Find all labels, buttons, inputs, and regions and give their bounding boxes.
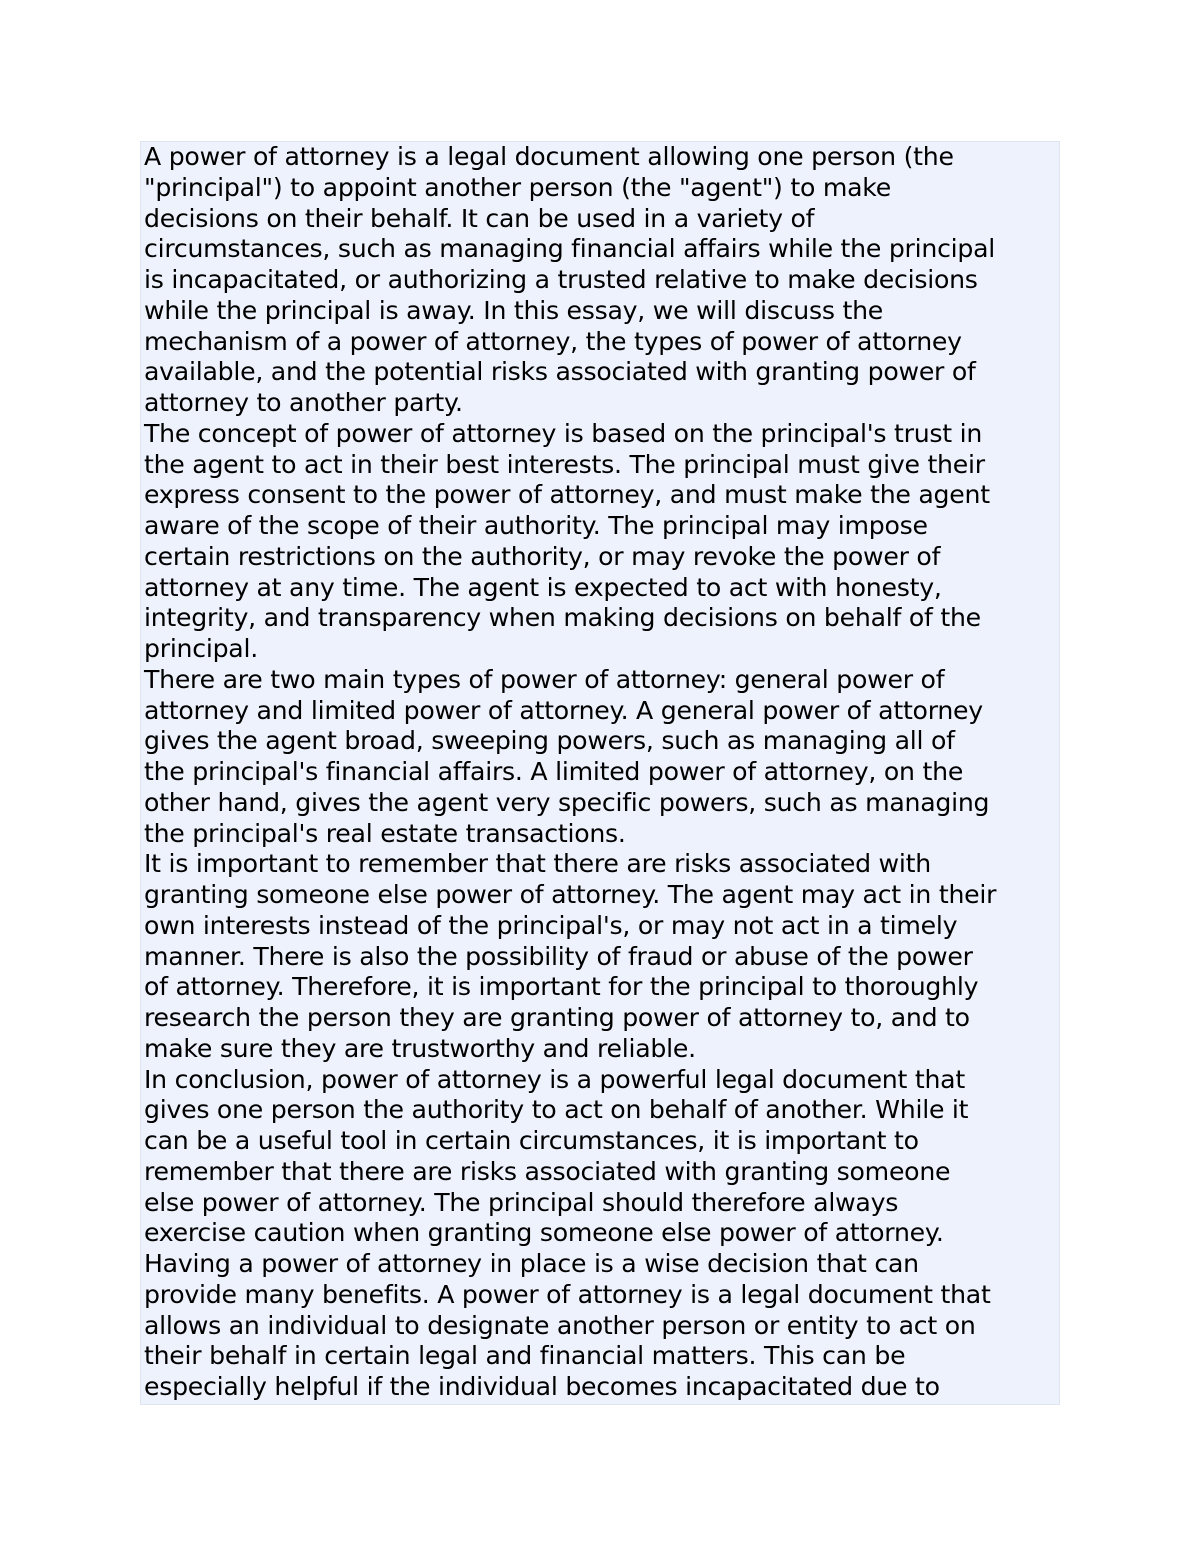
text-line: The concept of power of attorney is based on the principal's trust in — [144, 418, 983, 448]
text-line: else power of attorney. The principal should therefore always — [144, 1187, 899, 1217]
text-line: circumstances, such as managing financial affairs while the principal — [144, 234, 996, 264]
text-line: granting someone else power of attorney. The agent may act in their — [144, 880, 997, 909]
text-line: attorney to another party. — [144, 388, 463, 417]
text-line: aware of the scope of their authority. The principal may impose — [144, 511, 928, 540]
text-line: A power of attorney is a legal document allowing one person (the — [144, 142, 954, 171]
text-line: manner. There is also the possibility of fraud or abuse of the power — [144, 941, 973, 971]
text-line: research the person they are granting power of attorney to, and to — [144, 1003, 970, 1032]
text-line: In conclusion, power of attorney is a powerful legal document that — [144, 1064, 965, 1094]
text-line: make sure they are trustworthy and reliable. — [144, 1033, 696, 1063]
text-line: the agent to act in their best interests. The principal must give their — [144, 449, 985, 479]
text-line: while the principal is away. In this essay, we will discuss the — [144, 295, 884, 325]
text-line: It is important to remember that there are risks associated with — [144, 849, 931, 879]
text-line: gives the agent broad, sweeping powers, such as managing all of — [144, 726, 955, 756]
text-line: Having a power of attorney in place is a wise decision that can — [144, 1249, 919, 1278]
text-line: attorney and limited power of attorney. A general power of attorney — [144, 695, 983, 725]
text-line: certain restrictions on the authority, or may revoke the power of — [144, 541, 941, 571]
text-line: available, and the potential risks associated with granting power of — [144, 357, 976, 387]
text-line: integrity, and transparency when making decisions on behalf of the — [144, 603, 981, 633]
text-line: remember that there are risks associated with granting someone — [144, 1156, 951, 1186]
text-line: other hand, gives the agent very specific powers, such as managing — [144, 787, 990, 817]
text-line: the principal's financial affairs. A limited power of attorney, on the — [144, 757, 964, 786]
text-line: express consent to the power of attorney, and must make the agent — [144, 480, 990, 510]
text-line: the principal's real estate transactions. — [144, 818, 626, 848]
text-line: their behalf in certain legal and financial matters. This can be — [144, 1341, 906, 1371]
text-line: "principal") to appoint another person (the "agent") to make — [144, 172, 891, 202]
text-line: of attorney. Therefore, it is important for the principal to thoroughly — [144, 972, 979, 1002]
text-line: principal. — [144, 634, 258, 663]
text-line: There are two main types of power of attorney: general power of — [144, 664, 945, 694]
text-line: decisions on their behalf. It can be used in a variety of — [144, 203, 815, 233]
text-line: gives one person the authority to act on behalf of another. While it — [144, 1095, 969, 1125]
text-line: own interests instead of the principal's, or may not act in a timely — [144, 910, 958, 940]
text-line: is incapacitated, or authorizing a trusted relative to make decisions — [144, 265, 978, 294]
text-line: especially helpful if the individual becomes incapacitated due to — [144, 1372, 940, 1401]
essay-text-block — [140, 141, 1060, 1405]
text-line: can be a useful tool in certain circumstances, it is important to — [144, 1126, 919, 1155]
text-line: provide many benefits. A power of attorney is a legal document that — [144, 1279, 991, 1309]
text-line: exercise caution when granting someone else power of attorney. — [144, 1218, 944, 1248]
text-line: mechanism of a power of attorney, the types of power of attorney — [144, 326, 962, 356]
text-line: allows an individual to designate another person or entity to act on — [144, 1310, 976, 1340]
text-line: attorney at any time. The agent is expected to act with honesty, — [144, 572, 942, 602]
